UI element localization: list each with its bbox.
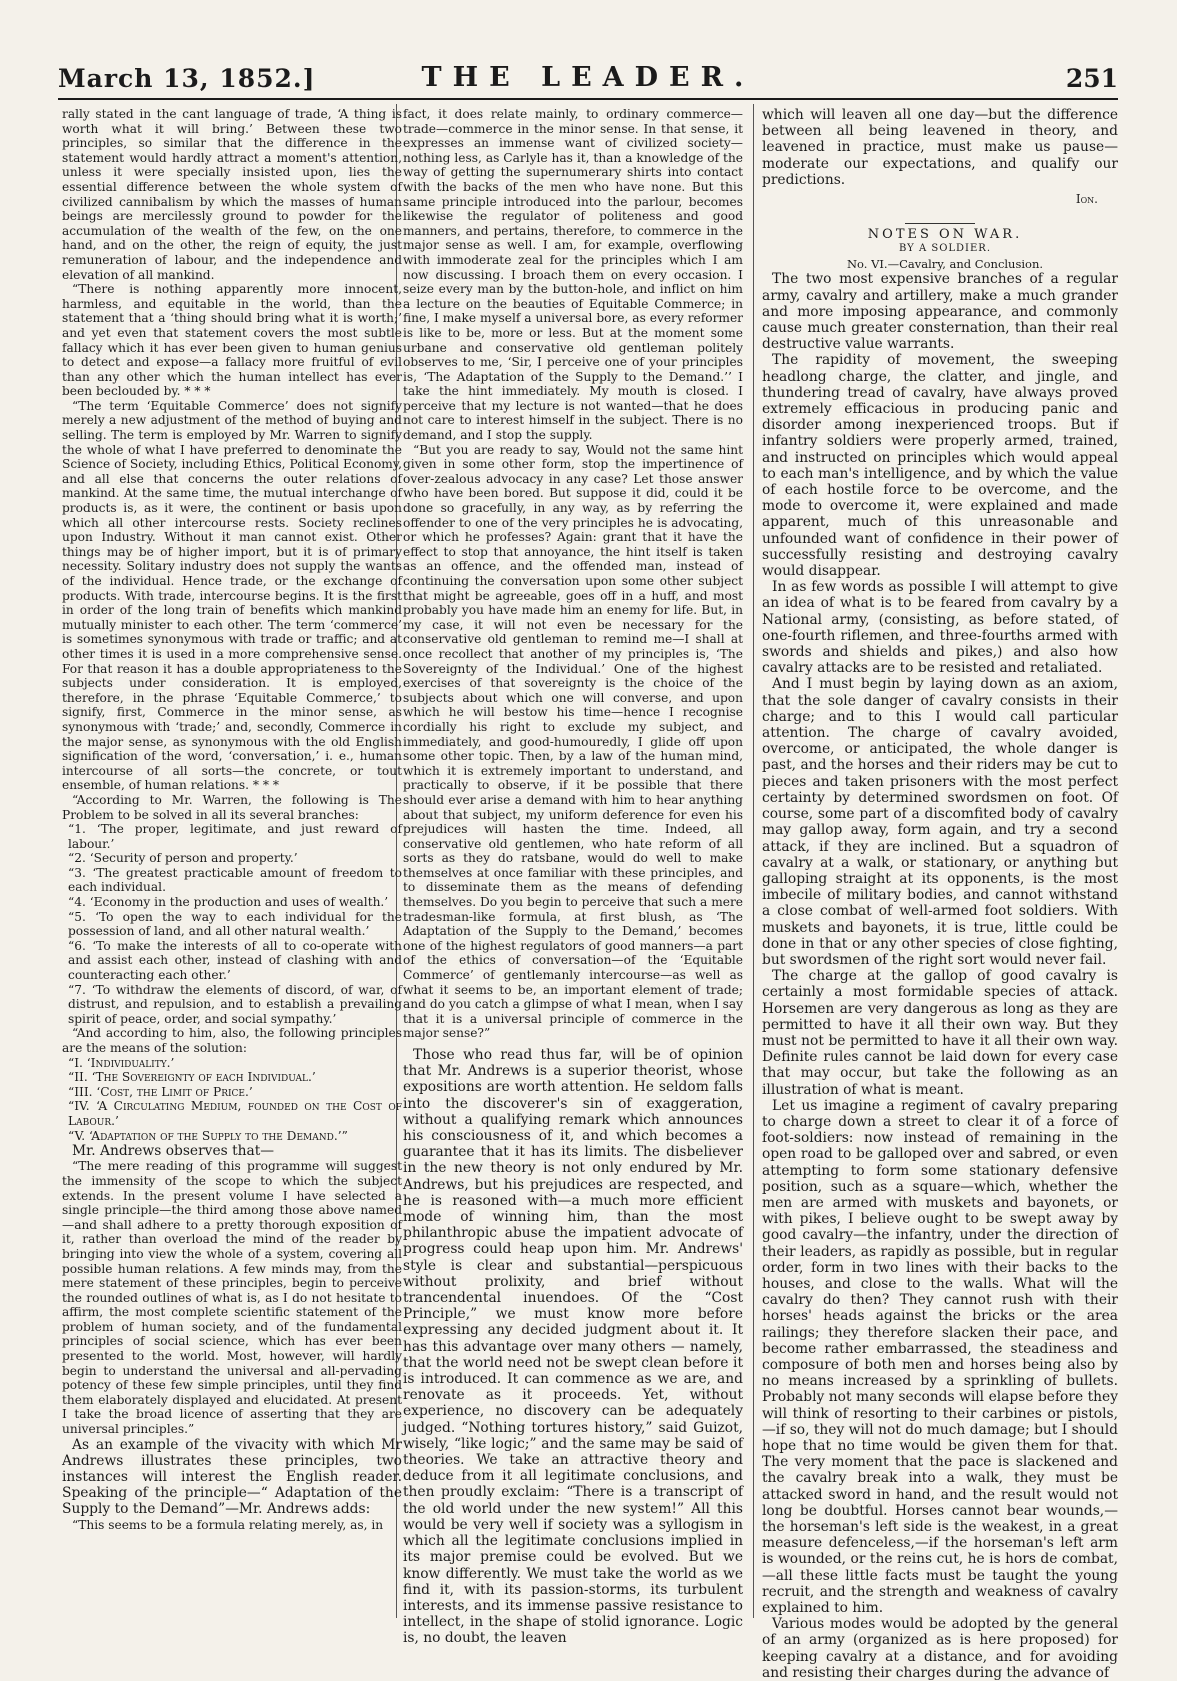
list-item: “3. ‘The greatest practicable amount of freedom to each individual.: [68, 865, 402, 895]
list-item: “III. ‘Cost, the Limit of Price.’: [68, 1084, 253, 1099]
list-item: “5. ‘To open the way to each individual for the possession of land, and all other natural wealth.’: [68, 909, 402, 939]
column-middle: [403, 107, 743, 1647]
paragraph: Mr. Andrews observes that—: [72, 1143, 275, 1160]
list-item: “2. ‘Security of person and property.’: [68, 851, 298, 866]
list-item: “1. ‘The proper, legitimate, and just reward of labour.’: [68, 822, 402, 851]
column-right: [762, 107, 1118, 1681]
column-divider: [753, 104, 754, 1618]
paragraph: Let us imagine a regiment of cavalry preparing to charge down a street to clear it of a force of foot-soldiers: now instead of remaining in the open road to be galloped over and sabred, or even attempting to form some stationary defensive position, such as a square—which, whether the men are armed with muskets and bayonets, or with pikes, I believe ought to be swept away by good cavalry—the infantry, under the direction of their leaders, as rapidly as possible, but in regular order, form in two lines with their backs to the houses, and close to the walls. What will the cavalry do then? They cannot rush with their horses' heads against the bricks or the area railings; they therefore slacken their pace, and become rather embarrassed, the steadiness and composure of both men and horses being also by no means increased by a sprinkling of bullets. Probably not many seconds will elapse before they will think of resorting to their carbines or pistols,—if so, they will not do much damage; but I should hope that no time would be given them for that. The very moment that the pace is slackened and the cavalry break into a walk, they must be attacked sword in hand, and the result would not long be doubtful. Horses cannot bear wounds,—the horseman's left side is the weakest, in a great measure defenceless,—if the horseman's left arm is wounded, or the reins cut, he is hors de combat,—all these little facts must be taught the young recruit, and the strength and weakness of cavalry explained to him.: [762, 1097, 1118, 1617]
section-ornament: [905, 223, 975, 224]
paragraph: Those who read thus far, will be of opinion that Mr. Andrews is a superior theorist, whose expositions are worth attention. He seldom falls into the discoverer's sin of exaggeration, without a qualifying remark which announces his consciousness of it, and which becomes a guarantee that it has its limits. The disbeliever in the new theory is not only endured by Mr. Andrews, but his prejudices are respected, and he is reasoned with—a much more efficient mode of winning him, than the most philanthropic abuse the impatient advocate of progress could heap upon him. Mr. Andrews' style is clear and substantial—perspicuous without prolixity, and brief without trancendental inuendoes. Of the “Cost Principle,” we must know more before expressing any decided judgment about it. It has this advantage over many others — namely, that the world need not be swept clean before it is introduced. It can commence as we are, and renovate as it proceeds. Yet, without experience, no discovery can be adequately judged. “Nothing tortures history,” said Guizot, wisely, “like logic;” and the same may be said of theories. We take an attractive theory and deduce from it all legitimate conclusions, and then proudly exclaim: “There is a transcript of the old world under the new system!” All this would be very well if society was a syllogism in which all the legitimate conclusions implied in its major premise could be evolved. But we know differently. We must take the world as we find it, with its passion-storms, its turbulent interests, and its immense passive resistance to intellect, in the shape of stolid ignorance. Logic is, no doubt, the leaven: [403, 1047, 743, 1647]
paragraph: In as few words as possible I will attempt to give an idea of what is to be feared from cavalry by a National army, (consisting, as before stated, of one-fourth riflemen, and three-fourths armed with swords and shields and pikes,) and also how cavalry attacks are to be resisted and retaliated.: [762, 579, 1118, 677]
list-item: “6. ‘To make the interests of all to co-operate with and assist each other, instead of clashing with and counteracting each other.’: [68, 938, 402, 983]
list-item: “I. ‘Individuality.’: [68, 1055, 175, 1070]
author-signature: Ion.: [1075, 192, 1098, 207]
paragraph: As an example of the vivacity with which Mr Andrews illustrates these principles, two instances will interest the English reader. Speaking of the principle—“ Adaptation of the Supply to the Demand”—Mr. Andrews adds:: [62, 1436, 402, 1518]
list-item: “7. ‘To withdraw the elements of discord, of war, of distrust, and repulsion, and to establish a prevailing spirit of peace, order, and social sympathy.’: [68, 982, 402, 1026]
masthead: [58, 56, 1118, 96]
quotation: “The mere reading of this programme will suggest the immensity of the scope to which the subject extends. In the present volume I have selected a single principle—the third among those above named—and shall adhere to a pretty thorough exposition of it, rather than overload the mind of the reader by bringing into view the whole of a system, covering all possible human relations. A few minds may, from the mere statement of these principles, begin to perceive the rounded outlines of what is, as I do not hesitate to affirm, the most complete scientific statement of the problem of human society, and of the fundamental principles of social science, which has ever been presented to the world. Most, however, will hardly begin to understand the universal and all-pervading potency of these few simple principles, until they find them elaborately displayed and elucidated. At present I take the broad licence of asserting that they are universal principles.”: [62, 1159, 402, 1437]
header-rule: [58, 98, 1118, 100]
list-item: “IV. ‘A Circulating Medium, founded on the Cost of Labour.’: [68, 1099, 402, 1128]
section-number: No. VI.—Cavalry, and Conclusion.: [846, 256, 1044, 271]
quotation: fact, it does relate mainly, to ordinary commerce—trade—commerce in the minor sense. In that sense, it expresses an immense want of civilized society—nothing less, as Carlyle has it, than a knowledge of the way of getting the supernumerary shirts into contact with the backs of the men who have none. But this same principle introduced into the parlour, becomes likewise the regulator of politeness and good manners, and pertains, therefore, to commerce in the major sense as well. I am, for example, overflowing with immoderate zeal for the principles which I am now discussing. I broach them on every occasion. I seize every man by the button-hole, and inflict on him a lecture on the beauties of Equitable Commerce; in fine, I make myself a universal bore, as every reformer is like to be, more or less. But at the moment some urbane and conservative old gentleman politely observes to me, ‘Sir, I perceive one of your principles is, ‘The Adaptation of the Supply to the Demand.’’ I take the hint immediately. My mouth is closed. I perceive that my lecture is not wanted—that he does not care to interest himself in the subject. There is no demand, and I stop the supply.: [403, 107, 743, 443]
quotation: “This seems to be a formula relating merely, as, in: [72, 1517, 384, 1532]
newspaper-title: THE LEADER.: [421, 62, 755, 93]
column-left: [62, 107, 402, 1619]
paragraph: The rapidity of movement, the sweeping headlong charge, the clatter, and jingle, and thundering tread of cavalry, have always proved extremely efficacious in producing panic and disorder among inexperienced troops. But if infantry soldiers were properly armed, trained, and instructed on principles which would appeal to each man's intelligence, and by which the value of each hostile force to be overcome, and the mode to overcome it, were explained and made apparent, much of this unreasonable and unfounded want of confidence in their power of successfully resisting and destroying cavalry would disappear.: [762, 352, 1118, 580]
page-number: 251: [1065, 64, 1118, 93]
paragraph: The charge at the gallop of good cavalry is certainly a most formidable species of attack. Horsemen are very dangerous as long as they are permitted to have it all their own way. But they must not be permitted to have it all their own way. Definite rules cannot be laid down for every case that may occur, but take the following as an illustration of what is meant.: [762, 968, 1118, 1098]
paragraph: The two most expensive branches of a regular army, cavalry and artillery, make a much grander and more imposing appearance, and commonly cause much greater consternation, than their real destructive value warrants.: [762, 271, 1118, 353]
paragraph: And I must begin by laying down as an axiom, that the sole danger of cavalry consists in their charge; and to this I would call particular attention. The charge of cavalry avoided, overcome, or anticipated, the whole danger is past, and the horses and their riders may be cut to pieces and taken prisoners with the most perfect certainty by determined swordsmen on foot. Of course, some part of a discomfited body of cavalry may gallop away, form again, and try a second attack, if they are inclined. But a squadron of cavalry at a walk, or stationary, or anything but galloping straight at its opponents, is the most imbecile of military bodies, and cannot withstand a close combat of well-armed foot soldiers. With muskets and bayonets, it is true, little could be done in that or any other species of close fighting, but swordsmen of the right sort would never fail.: [762, 676, 1118, 968]
issue-date: March 13, 1852.]: [58, 64, 316, 93]
paragraph: “According to Mr. Warren, the following is The Problem to be solved in all its several branches:: [62, 792, 402, 822]
paragraph: rally stated in the cant language of trade, ‘A thing is worth what it will bring.’ Between these two principles, so similar that the difference in the statement would hardly attract a moment's attention, unless it were specially insisted upon, lies the essential difference between the whole system of civilized cannibalism by which the masses of human beings are mercilessly ground to powder for the accumulation of the wealth of the few, on the one hand, and on the other, the reign of equity, the just remuneration of labour, and the independence and elevation of all mankind.: [62, 107, 402, 282]
paragraph: Various modes would be adopted by the general of an army (organized as is here proposed) for keeping cavalry at a distance, and for avoiding and resisting their charges during the advance of: [762, 1616, 1118, 1681]
paragraph: “There is nothing apparently more innocent, harmless, and equitable in the world, than the statement that a ‘thing should bring what it is worth;’ and yet even that statement covers the most subtle fallacy which it has ever been given to human genius to detect and expose—a fallacy more fruitful of evil than any other which the human intellect has ever been beclouded by. * * *: [62, 282, 402, 399]
quotation: “But you are ready to say, Would not the same hint given in some other form, stop the impertinence of over-zealous advocacy in any case? Let those answer who have been bored. But suppose it did, could it be done so gracefully, in any way, as by referring the offender to one of the very principles he is advocating, or which he professes? Again: grant that it have the effect to stop that annoyance, the hint itself is taken as an offence, and the offended man, instead of continuing the conversation upon some other subject that might be agreeable, goes off in a huff, and most probably you have made him an enemy for life. But, in my case, it will not even be necessary for the conservative old gentleman to remind me—I shall at once recollect that another of my principles is, ‘The Sovereignty of the Individual.’ One of the highest exercises of that sovereignty is the choice of the subjects about which one will converse, and upon which he will bestow his time—hence I recognise cordially his right to exclude my subject, and immediately, and good-humouredly, I glide off upon some other topic. Then, by a law of the human mind, which it is extremely important to understand, and practically to observe, if it be possible that there should ever arise a demand with him to hear anything about that subject, my uniform deference for even his prejudices will hasten the time. Indeed, all conservative old gentlemen, who hate reform of all sorts as they do ratsbane, would do well to make themselves at once familiar with these principles, and to disseminate them as the means of defending themselves. Do you begin to perceive that such a mere tradesman-like formula, at first blush, as ‘The Adaptation of the Supply to the Demand,’ becomes one of the highest regulators of good manners—a part of the ethics of conversation—of the ‘Equitable Commerce’ of gentlemanly intercourse—as well as what it seems to be, an important element of trade; and do you catch a glimpse of what I mean, when I say that it is a universal principle of commerce in the major sense?”: [403, 442, 743, 1041]
paragraph: which will leaven all one day—but the difference between all being leavened in theory, and leavened in practice, must make us pause—moderate our expectations, and qualify our predictions.: [762, 107, 1118, 188]
paragraph: “And according to him, also, the following principles are the means of the solution:: [62, 1026, 402, 1055]
paragraph: “The term ‘Equitable Commerce’ does not signify merely a new adjustment of the method of buying and selling. The term is employed by Mr. Warren to signify the whole of what I have preferred to denominate the Science of Society, including Ethics, Political Economy, and all else that concerns the outer relations of mankind. At the same time, the mutual interchange of products is, as it were, the continent or basis upon which all other intercourse rests. Society reclines upon Industry. Without it man cannot exist. Other things may be of higher import, but it is of primary necessity. Solitary industry does not supply the wants of the individual. Hence trade, or the exchange of products. With trade, intercourse begins. It is the first in order of the long train of benefits which mankind mutually minister to each other. The term ‘commerce’ is sometimes synonymous with trade or traffic; and at other times it is used in a more comprehensive sense. For that reason it has a double appropriateness to the subjects under consideration. It is employed, therefore, in the phrase ‘Equitable Commerce,’ to signify, first, Commerce in the minor sense, as synonymous with ‘trade;’ and, secondly, Commerce in the major sense, as synonymous with the old English signification of the word, ‘conversation,’ i. e., human intercourse of all sorts—the concrete, or tout ensemble, of human relations. * * *: [62, 398, 402, 793]
list-item: “II. ‘The Sovereignty of each Individual.’: [68, 1070, 316, 1085]
section-title: NOTES ON WAR.: [867, 226, 1023, 242]
list-item: “4. ‘Economy in the production and uses of wealth.’: [68, 895, 389, 910]
list-item: “V. ‘Adaptation of the Supply to the Demand.’”: [68, 1128, 348, 1143]
byline: BY A SOLDIER.: [898, 243, 992, 255]
